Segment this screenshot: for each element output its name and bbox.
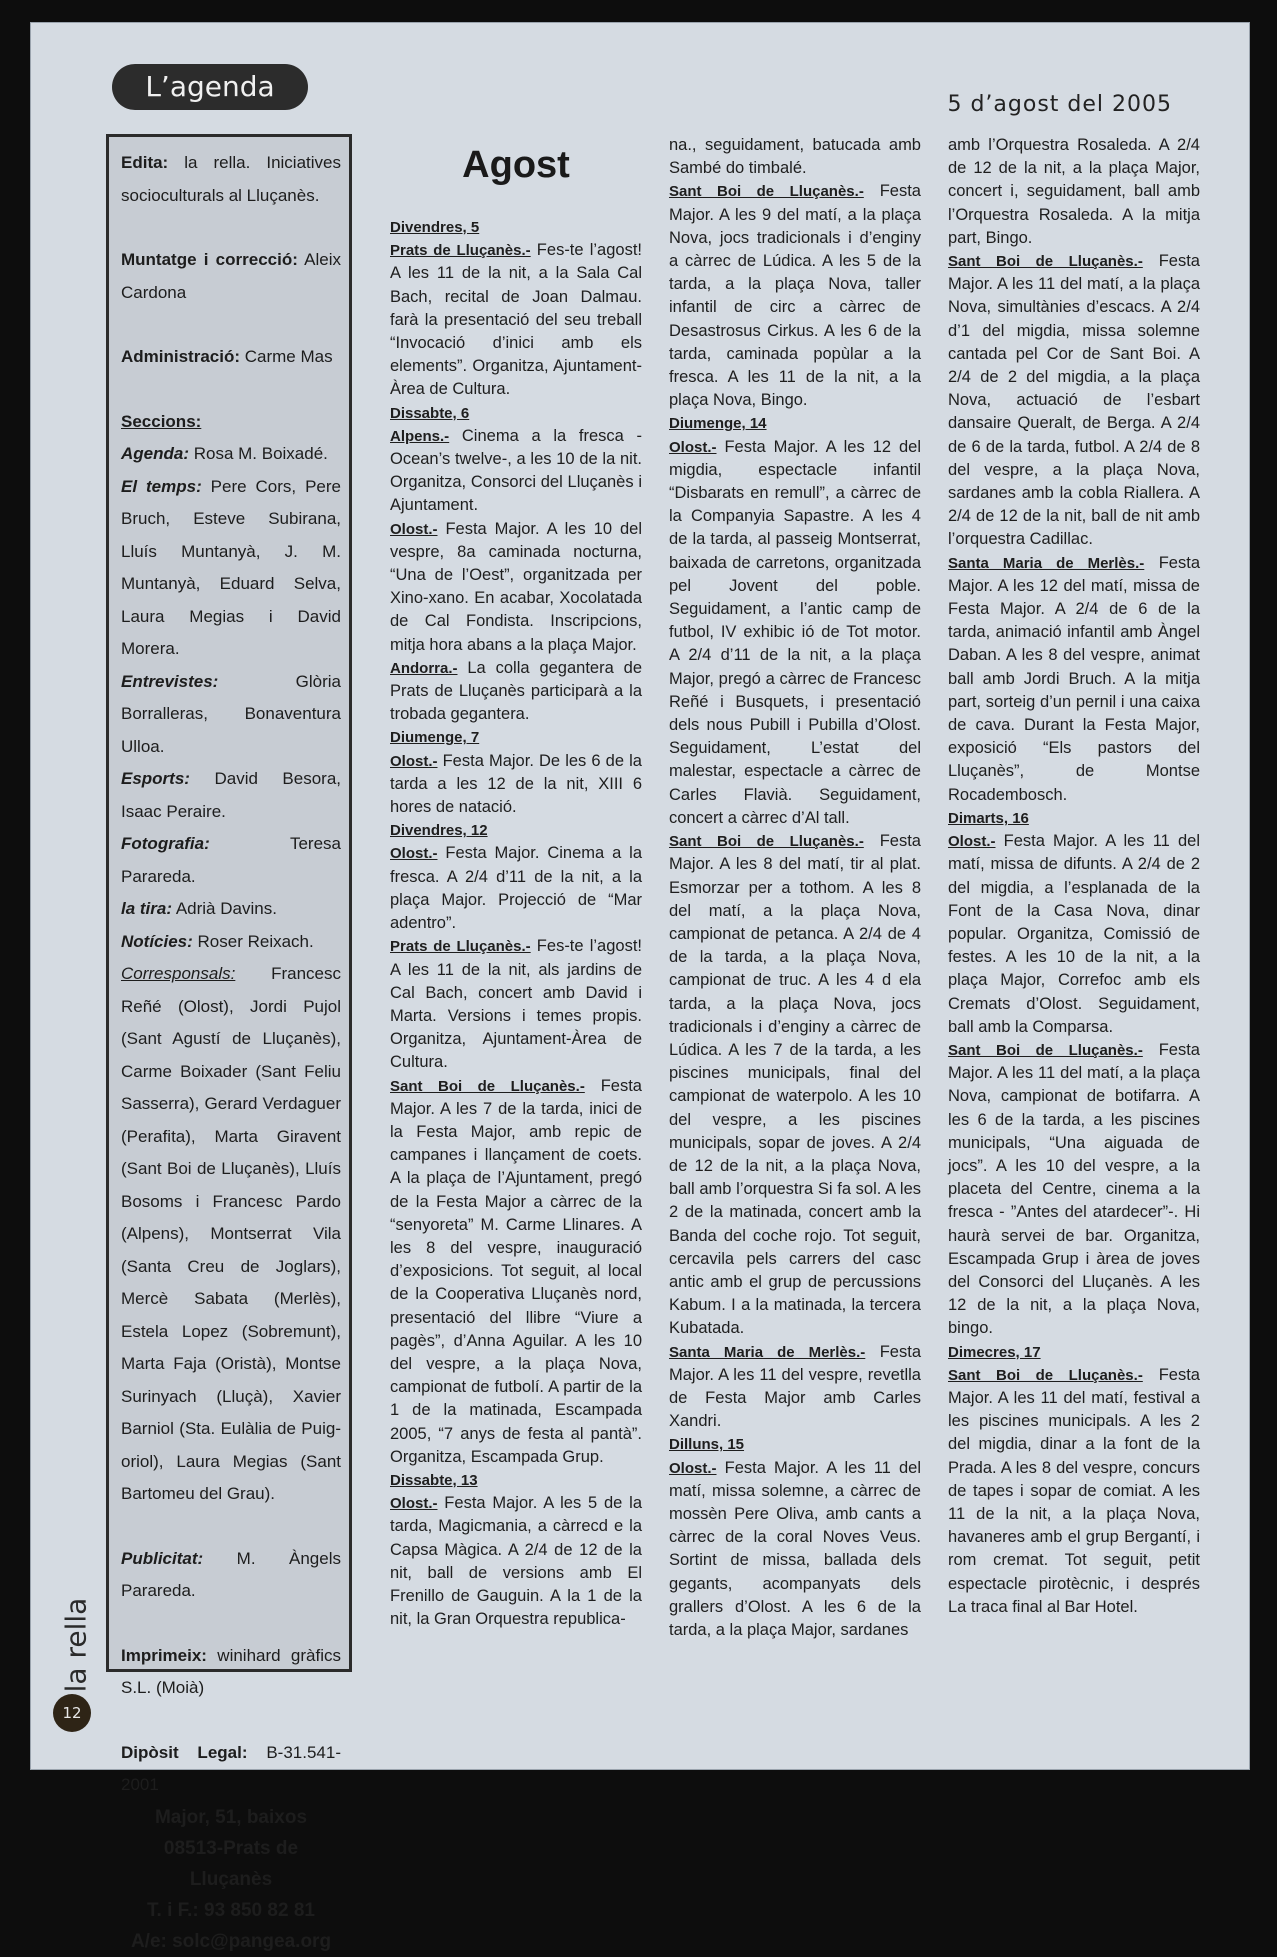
seccio-tira: la tira: Adrià Davins. — [121, 899, 277, 918]
event-text: Fes-te l’agost! A les 11 de la nit, als jardins de Cal Bach, concert amb David i Marta. Versions i temes propis. Organitza, Ajuntament-Àrea de Cultura. — [390, 937, 642, 1072]
event-location: Santa Maria de Merlès.- — [669, 1343, 866, 1361]
contact-address-2: 08513-Prats de Lluçanès — [163, 1837, 299, 1890]
credit-publicitat: Publicitat: M. Àngels Parareda. — [121, 1548, 341, 1600]
brand-logo: la rella — [59, 1597, 93, 1693]
day-heading: Dimecres, 17 — [948, 1343, 1041, 1361]
event-location: Sant Boi de Lluçanès.- — [669, 833, 864, 851]
event-entry — [390, 239, 642, 401]
event-entry — [948, 1364, 1200, 1619]
event-text: Festa Major. A les 11 del vespre, revetlla de Festa Major amb Carles Xandri. — [669, 1342, 921, 1431]
event-entry — [390, 750, 642, 820]
day-heading: Divendres, 12 — [390, 822, 488, 840]
event-entry — [948, 552, 1200, 807]
event-text: Festa Major. A les 12 del migdia, espectacle infantil “Disbarats en remull”, a càrrec de la Companyia Sapastre. A les 4 de la tarda, al passeig Montserrat, baixada de carretons, organitzada pel Jovent del poble. Seguidament, a l’antic camp de futbol, IV exhibic ió de Tot motor. A 2/4 d’11 de la nit, a la plaça Major, pregó a càrrec de Francesc Reñé i Busquets, i presentació dels nous Pubill i Pubilla d’Olost. Seguidament, L’estat del malestar, espectacle a càrrec de Carles Flavià. Seguidament, concert a càrrec d’Al tall. — [669, 437, 921, 827]
event-entry — [390, 425, 642, 518]
seccio-corresponsals: Corresponsals: Francesc Reñé (Olost), Jordi Pujol (Sant Agustí de Lluçanès), Carme Boixader (Sant Feliu Sasserra), Gerard Verdaguer (Perafita), Marta Giravent (Sant Boi de Lluçanès), Lluís Bosoms i Francesc Pardo (Alpens), Montserrat Vila (Santa Creu de Joglars), Mercè Sabata (Merlès), Estela Lopez (Sobremunt), Marta Faja (Oristà), Montse Surinyach (Lluçà), Xavier Barniol (Sta. Eulàlia de Puig-oriol), Laura Megias (Sant Bartomeu del Grau). — [121, 964, 341, 1503]
credit-edita: Edita: la rella. Iniciatives socioculturals al Lluçanès. — [121, 153, 341, 205]
event-text: Festa Major. A les 5 de la tarda, Magicmania, a càrrecd e la Capsa Màgica. A 2/4 de 12 de la nit, ball de versions amb El Frenillo de Gauguin. A la 1 de la nit, la Gran Orquestra republica- — [390, 1494, 642, 1629]
event-location: Olost.- — [390, 1495, 438, 1513]
credit-muntatge: Muntatge i correcció: Aleix Cardona — [121, 250, 342, 302]
event-text: Festa Major. A les 9 del matí, a la plaça Nova, jocs tradicionals i d’enginy a càrrec de Lúdica. A les 5 de la tarda, a la plaça Nova, taller infantil de circ a càrrec de Desastrosus Cirkus. A les 6 de la tarda, caminada popùlar a la fresca. A les 11 de la nit, a la plaça Nova, Bingo. — [669, 182, 921, 410]
day-heading: Dimarts, 16 — [948, 809, 1029, 827]
event-entry — [948, 830, 1200, 1039]
event-location: Santa Maria de Merlès.- — [948, 554, 1145, 572]
event-entry — [669, 830, 921, 1340]
event-entry — [948, 250, 1200, 552]
magazine-page — [30, 22, 1250, 1952]
agenda-column-1 — [390, 140, 642, 1631]
day-heading: Dissabte, 6 — [390, 404, 470, 422]
seccio-temps: El temps: Pere Cors, Pere Bruch, Esteve Subirana, Lluís Muntanyà, J. M. Muntanyà, Eduard Selva, Laura Megias i David Morera. — [121, 476, 341, 658]
event-location: Prats de Lluçanès.- — [390, 242, 531, 260]
contact-email: A/e: solc@pangea.org — [130, 1930, 332, 1952]
credit-diposit: Dipòsit Legal: B-31.541-2001 — [121, 1742, 341, 1794]
section-pill: L’agenda — [112, 64, 308, 110]
event-location: Prats de Lluçanès.- — [390, 938, 531, 956]
event-continuation: amb l’Orquestra Rosaleda. A 2/4 de 12 de la nit, a la plaça Major, concert i, seguidament, ball amb l’Orquestra Rosaleda. A la mitja part, Bingo. — [948, 136, 1200, 247]
seccio-esports: Esports: David Besora, Isaac Peraire. — [121, 769, 341, 821]
event-entry — [390, 935, 642, 1074]
credit-administracio: Administració: Carme Mas — [121, 347, 333, 366]
event-location: Olost.- — [948, 833, 996, 851]
event-text: La colla gegantera de Prats de Lluçanès participarà a la trobada gegantera. — [390, 658, 642, 724]
event-entry — [669, 436, 921, 830]
day-heading: Divendres, 5 — [390, 219, 480, 236]
event-location: Sant Boi de Lluçanès.- — [948, 253, 1143, 271]
issue-date: 5 d’agost del 2005 — [947, 92, 1172, 117]
seccio-fotografia: Fotografia: Teresa Parareda. — [121, 834, 341, 886]
agenda-column-2 — [669, 134, 921, 1642]
event-location: Sant Boi de Lluçanès.- — [390, 1077, 585, 1095]
event-entry — [669, 1341, 921, 1434]
event-location: Alpens.- — [390, 427, 450, 445]
month-title: Agost — [462, 144, 570, 186]
day-heading: Diumenge, 7 — [390, 729, 480, 747]
event-entry — [390, 1492, 642, 1631]
event-location: Olost.- — [669, 1459, 717, 1477]
event-text: Festa Major. A les 8 del matí, tir al plat. Esmorzar per a tothom. A les 8 del matí, a la plaça Nova, campionat de petanca. A 2/4 de 4 de la tarda, a la plaça Nova, campionat de truc. A les 4 d ela tarda, a la plaça Nova, jocs tradicionals i d’enginy a càrrec de Lúdica. A les 7 de la tarda, a les piscines municipals, final del campionat de waterpolo. A les 10 del vespre, a les piscines municipals, sopar de joves. A 2/4 de 12 de la nit, a la plaça Nova, ball amb l’orquestra Si fa sol. A les 2 de la matinada, concert amb la Banda del coche rojo. Tot seguit, cercavila pels carrers del casc antic amb el grup de percussions Kabum. I a la matinada, la tercera Kubatada. — [669, 832, 921, 1338]
event-location: Sant Boi de Lluçanès.- — [948, 1041, 1143, 1059]
credit-imprimeix: Imprimeix: winihard gràfics S.L. (Moià) — [121, 1645, 341, 1697]
credits-box — [106, 134, 352, 1952]
event-location: Sant Boi de Lluçanès.- — [948, 1366, 1143, 1384]
day-heading: Dissabte, 13 — [390, 1471, 478, 1489]
seccio-agenda: Agenda: Rosa M. Boixadé. — [121, 444, 328, 463]
event-text: Cinema a la fresca - Ocean’s twelve-, a les 10 de la nit. Organitza, Consorci del Lluçanès i Ajuntament. — [390, 426, 642, 515]
day-heading: Diumenge, 14 — [669, 415, 767, 433]
event-text: Fes-te l’agost! A les 11 de la nit, a la Sala Cal Bach, recital de Joan Dalmau. farà la presentació del seu treball “Invocació d’inici amb els elements”. Organitza, Ajuntament-Àrea de Cultura. — [390, 241, 642, 399]
agenda-column-3 — [948, 134, 1200, 1619]
event-continuation: na., seguidament, batucada amb Sambé do timbalé. — [669, 136, 921, 178]
event-text: Festa Major. A les 11 del matí, missa solemne, a càrrec de mossèn Pere Oliva, amb cants a càrrec de la coral Noves Veus. Sortint de missa, ballada dels gegants, acompanyats dels grallers d’Olost. A les 6 de la tarda, a la plaça Major, sardanes — [669, 1458, 921, 1639]
event-entry — [390, 1075, 642, 1469]
event-text: Festa Major. A les 11 del matí, a la plaça Nova, simultànies d’escacs. A 2/4 d’1 del migdia, missa solemne cantada pel Cor de Sant Boi. A 2/4 de 2 del migdia, a la plaça Nova, actuació de l’esbart dansaire Queralt, de Berga. A 2/4 de 6 de la tarda, futbol. A 2/4 de 8 del vespre, a la plaça Nova, sardanes amb la cobla Riallera. A 2/4 de 12 de la nit, ball de nit amb l’orquestra Cadillac. — [948, 252, 1200, 549]
page-number: 12 — [53, 1694, 91, 1732]
seccio-entrevistes: Entrevistes: Glòria Borralleras, Bonaventura Ulloa. — [121, 671, 341, 756]
event-text: Festa Major. A les 10 del vespre, 8a caminada nocturna, “Una de l’Oest”, organitzada per Xino-xano. En acabar, Xocolatada de Cal Fondista. Inscripcions, mitja hora abans a la plaça Major. — [390, 519, 642, 654]
event-entry — [390, 657, 642, 727]
day-heading: Dilluns, 15 — [669, 1436, 745, 1454]
event-entry — [948, 1039, 1200, 1341]
event-location: Olost.- — [390, 845, 438, 863]
event-text: Festa Major. A les 11 del matí, festival a les piscines municipals. A les 2 del migdia, dinar a la font de la Prada. A les 8 del vespre, concurs de tapes i sopar de comiat. A les 11 de la nit, a la plaça Nova, havaneres amb el grup Bergantí, i rom cremat. Tot seguit, petit espectacle pirotècnic, i després La traca final al Bar Hotel. — [948, 1365, 1200, 1616]
seccio-noticies: Notícies: Roser Reixach. — [121, 931, 314, 951]
event-text: Festa Major. Cinema a la fresca. A 2/4 d’11 de la nit, a la plaça Major. Projecció de “Mar adentro”. — [390, 844, 642, 933]
event-entry — [669, 1457, 921, 1643]
event-entry — [390, 842, 642, 935]
event-text: Festa Major. A les 12 del matí, missa de Festa Major. A 2/4 de 6 de la tarda, animació infantil amb Àngel Daban. A les 8 del vespre, animat ball amb Jordi Bruch. A la mitja part, sorteig d’un pernil i una caixa de cava. Durant la Festa Major, exposició “Els pastors del Lluçanès”, de Montse Rocadembosch. — [948, 553, 1200, 804]
event-text: Festa Major. A les 7 de la tarda, inici de la Festa Major, amb repic de campanes i llançament de coets. A la plaça de l’Ajuntament, pregó de la Festa Major a càrrec de la “senyoreta” M. Carme Llinares. A les 8 del vespre, inauguració d’exposicions. Tot seguit, al local de la Cooperativa Lluçanès nord, presentació del llibre “Viure a pagès”, d’Anna Aguilar. A les 10 del vespre, a la plaça Nova, campionat de futbolí. A partir de la 1 de la matinada, Escampada 2005, “7 anys de festa al pantà”. Organitza, Escampada Grup. — [390, 1076, 642, 1466]
contact-address-1: Major, 51, baixos — [154, 1806, 308, 1828]
event-location: Andorra.- — [390, 659, 458, 677]
event-location: Olost.- — [669, 438, 717, 456]
event-entry — [390, 518, 642, 657]
event-location: Sant Boi de Lluçanès.- — [669, 183, 864, 201]
event-text: Festa Major. De les 6 de la tarda a les 12 de la nit, XIII 6 hores de natació. — [390, 751, 642, 817]
event-location: Olost.- — [390, 520, 438, 538]
event-entry — [669, 180, 921, 412]
contact-phone: T. i F.: 93 850 82 81 — [147, 1899, 315, 1921]
event-location: Olost.- — [390, 752, 438, 770]
seccions-title: Seccions: — [121, 411, 202, 431]
event-text: Festa Major. A les 11 del matí, missa de difunts. A 2/4 de 2 del migdia, a l’esplanada de la Font de la Casa Nova, dinar popular. Organitza, Comissió de festes. A les 10 de la nit, a la plaça Major, Correfoc amb els Cremats d’Olost. Seguidament, ball amb la Comparsa. — [948, 832, 1200, 1036]
event-text: Festa Major. A les 11 del matí, a la plaça Nova, campionat de botifarra. A les 6 de la tarda, a les piscines municipals, “Una aiguada de jocs”. A les 10 del vespre, a la placeta del Centre, cinema a la fresca - ”Antes del atardecer”-. Hi haurà servei de bar. Organitza, Escampada Grup i àrea de joves del Consorci del Lluçanès. A les 12 de la nit, a la plaça Nova, bingo. — [948, 1040, 1200, 1338]
